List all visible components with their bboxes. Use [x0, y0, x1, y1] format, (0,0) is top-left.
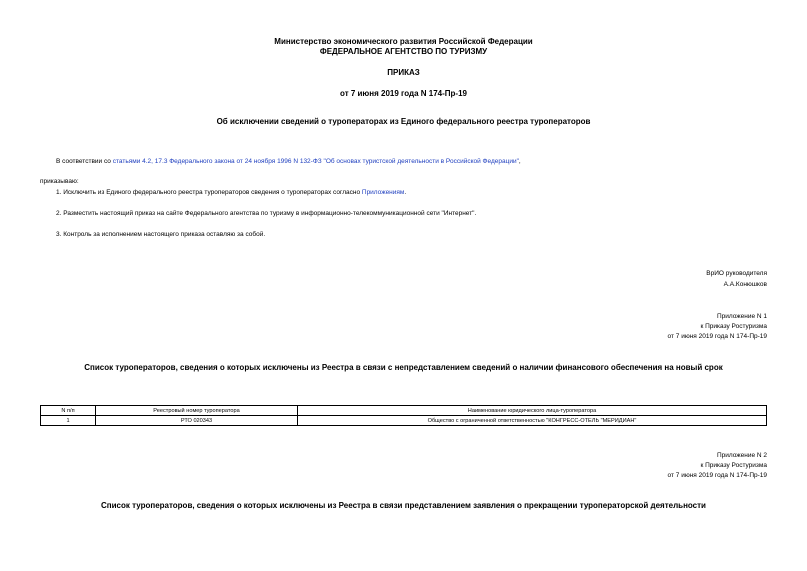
- ministry-name: Министерство экономического развития Российской Федерации: [274, 37, 533, 46]
- agency-name: ФЕДЕРАЛЬНОЕ АГЕНТСТВО ПО ТУРИЗМУ: [319, 47, 488, 56]
- appendix-1-date: от 7 июня 2019 года N 174-Пр-19: [667, 333, 767, 340]
- column-header: Наименование юридического лица-туроператора: [298, 406, 767, 416]
- appendix-1-title: Список туроператоров, сведения о которых исключены из Реестра в связи с непредставлением сведений о наличии финансового обеспечения на новый срок: [84, 363, 723, 372]
- preamble-suffix: ,: [518, 158, 521, 165]
- appendix-2-date: от 7 июня 2019 года N 174-Пр-19: [667, 472, 767, 479]
- document-type: ПРИКАЗ: [387, 68, 420, 77]
- table-cell: 1: [41, 416, 96, 426]
- signature-name: А.А.Конюшков: [723, 281, 767, 288]
- order-word: приказываю:: [40, 178, 79, 185]
- order-item-2: 2. Разместить настоящий приказ на сайте Федерального агентства по туризму в информационно-телекоммуникационной сети "Интернет".: [56, 210, 477, 217]
- appendices-link[interactable]: Приложениям: [361, 189, 405, 196]
- law-link[interactable]: статьями 4.2, 17.3 Федерального закона от 24 ноября 1996 N 132-ФЗ "Об основах туристской деятельности в Российской Федерации": [112, 158, 519, 165]
- table-header-row: [41, 406, 767, 416]
- column-header: Реестровый номер туроператора: [96, 406, 298, 416]
- column-header: N п/п: [41, 406, 96, 416]
- item-1-suffix: .: [404, 189, 407, 196]
- table-cell: РТО 020343: [96, 416, 298, 426]
- appendix-1-to-order: к Приказу Ростуризма: [700, 323, 767, 330]
- table-row: [41, 416, 767, 426]
- order-item-3: 3. Контроль за исполнением настоящего приказа оставляю за собой.: [56, 231, 266, 238]
- appendix-2-to-order: к Приказу Ростуризма: [700, 462, 767, 469]
- document-title: Об исключении сведений о туроператорах из Единого федерального реестра туроператоров: [216, 117, 591, 126]
- document-date-number: от 7 июня 2019 года N 174-Пр-19: [340, 89, 467, 98]
- signature-position: ВрИО руководителя: [706, 270, 767, 277]
- appendix-1-label: Приложение N 1: [716, 313, 767, 320]
- appendix-2-title: Список туроператоров, сведения о которых исключены из Реестра в связи представлением заявления о прекращении туроператорской деятельности: [101, 501, 706, 510]
- appendix-2-label: Приложение N 2: [716, 452, 767, 459]
- table-cell: Общество с ограниченной ответственностью "КОНГРЕСС-ОТЕЛЬ "МЕРИДИАН": [298, 416, 767, 426]
- preamble-prefix: В соответствии со: [56, 158, 113, 165]
- preamble: [56, 157, 521, 166]
- item-1-prefix: 1. Исключить из Единого федерального реестра туроператоров сведения о туроператорах согласно: [56, 189, 362, 196]
- operators-table: [40, 405, 767, 426]
- order-item-1: [56, 188, 406, 197]
